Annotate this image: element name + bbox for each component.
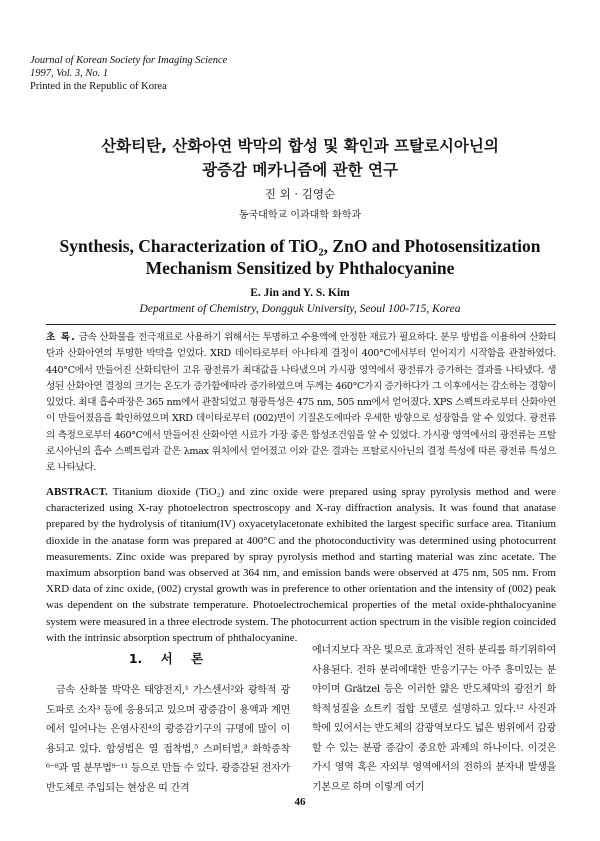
body-column-left: 금속 산화물 박막은 태양전지,¹ 가스센서²와 광학적 광도파로 소자³ 등에 응용되고 있으며 광증감이 용액과 계면에서 일어나는 은염사진⁴의 광증감기구의 규명에 많이 이용되고 있다. 합성법은 열 접착법,⁵ 스퍼터법,³ 화학증착⁶⁻⁸과 열 분무법⁹⁻¹¹ 등으로 만들 수 있다. 광증감된 전자가 반도체로 주입되는 현상은 띠 간격 xyxy=(46,685,290,794)
korean-authors: 진 외 · 김영순 xyxy=(264,187,336,201)
korean-affiliation: 동국대학교 이과대학 화학과 xyxy=(238,210,362,221)
english-abstract xyxy=(46,484,556,646)
english-affiliation: Department of Chemistry, Dongguk University, Seoul 100-715, Korea xyxy=(139,303,461,315)
korean-title-line1: 산화티탄, 산화아연 박막의 합성 및 확인과 프탈로시아닌의 xyxy=(101,137,499,155)
korean-abstract-label: 초 록. xyxy=(46,332,76,343)
korean-title-line2: 광증감 메카니즘에 관한 연구 xyxy=(202,161,398,179)
journal-name: Journal of Korean Society for Imaging Science xyxy=(30,55,228,66)
journal-header xyxy=(30,54,227,93)
english-abstract-text: Titanium dioxide (TiO₂) and zinc oxide were prepared using spray pyrolysis method and were characterized using X-ray photoelectron spectroscopy and X-ray diffraction analysis. It was found that anatase prepared by the hydrolysis of titanium(IV) oxyacetylacetonate exhibited the largest specific surface area. Titanium dioxide in the anatase form was prepared at 400°C and the photoconductivity was determined using photocurrent measurements. Zinc oxide was prepared by spray pyrolysis method and starting material was zinc acetate. The maximum absorption band was observed at 364 nm, and emission bands were observed at 475 nm, 505 nm. From XRD data of zinc oxide, (002) crystal growth was in preference to other orientation and the intensity of (002) peak was dependent on the substrate temperature. Photoelectrochemical properties of the metal oxide-phthalocyanine system were measured in a three electrode system. The photocurrent action spectrum in the visible region coincided with the intrinsic absorption spectrum of phthalocyanine. xyxy=(46,486,556,644)
english-abstract-label: ABSTRACT. xyxy=(46,486,108,498)
journal-volume: 1997, Vol. 3, No. 1 xyxy=(30,68,109,79)
divider-rule xyxy=(46,324,556,325)
page-number: 46 xyxy=(294,796,306,808)
section-heading: 1. 서 론 xyxy=(128,651,204,666)
english-title-line2: Mechanism Sensitized by Phthalocyanine xyxy=(145,258,455,278)
english-authors: E. Jin and Y. S. Kim xyxy=(250,287,350,299)
body-column-right: 에너지보다 작은 빛으로 효과적인 전하 분리를 하기위하여 사용된다. 전하 분리에대한 반응기구는 아주 흥미있는 분야이며 Grätzel 등은 이러한 얇은 반도체막의 광전기 화학적성질을 쇼트키 접합 모델로 설명하고 있다.¹² 사진과학에 있어서는 반도체의 감광역보다도 넓은 범위에서 감광할 수 있는 분광 증감이 중요한 과제의 하나이다. 이것은 가시 영역 혹은 자외부 영역에서의 전하의 분자내 발생을 기본으로 하며 이렇게 여기 xyxy=(312,645,556,793)
english-title-line1: Synthesis, Characterization of TiO₂, ZnO and Photosensitization xyxy=(59,236,541,256)
journal-printed: Printed in the Republic of Korea xyxy=(30,81,167,92)
korean-abstract-text: 금속 산화물을 전극재료로 사용하기 위해서는 투명하고 수용액에 안정한 재료가 필요하다. 분무 방법을 이용하여 산화티탄과 산화아연의 투명한 박막을 얻었다. XRD 데이타로부터 아나타제 결정이 400°C에서부터 얻어지기 시작함을 관찰하였다. 440°C에서 만들어진 산화티탄이 고유 광전류가 최대값을 나타냈으며 가시광 영역에서 광전류가 증가하는 결과를 나타냈다. 생성된 산화아연 결정의 크기는 온도가 증가함에따라 증가하였으며 두께는 460°C가지 증가하다가 그 이후에서는 감소하는 경향이 있었다. 최대 흡수파장은 365 nm에서 관찰되었고 형광특성은 475 nm, 505 nm에서 얻어졌다. XPS 스펙트라로부터 산화아연이 만들어졌음을 확인하였으며 XRD 데이타로부터 (002)면이 기질온도에따라 우세한 방향으로 성장함을 알 수 있었다. 광전류의 측정으로부터 460°C에서 만들어진 산화아연 시료가 가장 좋은 합성조건임을 알 수 있었다. 가시광 영역에서의 광전류는 프탈로시아닌의 흡수 스펙트럼과 같은 λmax 위치에서 얻어졌고 이와 같은 결과는 프탈로시아닌의 결정 특성에 따른 광전류 특성으로 나타났다. xyxy=(46,332,556,474)
korean-abstract xyxy=(46,330,556,477)
